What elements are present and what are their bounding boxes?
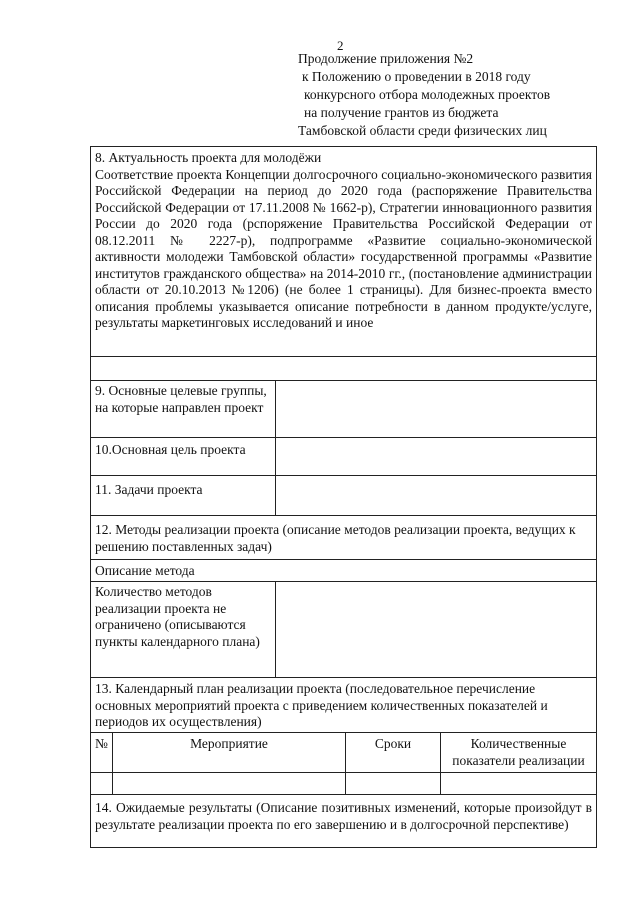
section-8-row [91,147,596,357]
application-form-table [90,146,597,848]
header-line: Продолжение приложения №2 [298,51,474,66]
section-12-title: 12. Методы реализации проекта (описание методов реализации проекта, ведущих к решению поставленных задач) [91,516,596,560]
plan-table-header [91,733,596,773]
header-line: к Положению о проведении в 2018 году [302,69,531,84]
section-12-count-label: Количество методов реализации проекта не ограничено (описываются пункты календарного плана) [91,582,276,677]
section-12-methods-row [91,582,596,678]
plan-column-dates: Сроки [346,733,441,772]
plan-cell-dates[interactable] [346,773,441,794]
section-10-row [91,438,596,476]
header-line: на получение грантов из бюджета [304,105,499,120]
plan-cell-indicators[interactable] [441,773,596,794]
section-8-body: Соответствие проекта Концепции долгосрочного социально-экономического развития Российской Федерации на период до 2020 года (распоряжение Правительства Российской Федерации от 17.11.2008 № 1662-р), Стратегии инновационного развития России до 2020 года (рспоряжение Правительства Российской Федерации от 08.12.2011 № 2227-р), подпрограмме «Развитие социально-экономической активности молодежи Тамбовской области» государственной программы «Развитие институтов гражданского общества» на 2014-2010 гг., (постановление администрации области от 20.10.2013 №1206) (не более 1 страницы). Для бизнес-проекта вместо описания проблемы указывается описание потребности в данном продукте/услуге, результаты маркетинговых исследований и иное [95,166,592,330]
section-14-title: 14. Ожидаемые результаты (Описание позитивных изменений, которые произойдут в результате реализации проекта по его завершению и в долгосрочной перспективе) [95,800,592,832]
header-line: конкурсного отбора молодежных проектов [304,87,551,102]
plan-column-number: № [91,733,113,772]
section-9-row [91,381,596,438]
section-10-label: 10.Основная цель проекта [91,438,276,475]
page-number: 2 [337,38,344,53]
plan-column-indicators: Количественные показатели реализации [452,736,585,768]
section-11-answer-field[interactable] [276,476,596,515]
section-11-row [91,476,596,516]
section-8-title: 8. Актуальность проекта для молодёжи [95,150,322,165]
plan-table-row [91,773,596,795]
plan-cell-event[interactable] [113,773,346,794]
section-12-answer-field[interactable] [276,582,596,677]
section-9-label: 9. Основные целевые группы, на которые направлен проект [91,381,276,437]
header-line: Тамбовской области среди физических лиц [298,123,547,138]
plan-cell-number[interactable] [91,773,113,794]
plan-column-event: Мероприятие [113,733,346,772]
section-8-answer-field[interactable] [91,357,596,381]
section-10-answer-field[interactable] [276,438,596,475]
section-9-answer-field[interactable] [276,381,596,437]
document-header [298,50,618,140]
section-13-title: 13. Календарный план реализации проекта (последовательное перечисление основных мероприятий проекта с приведением количественных показателей и периодов их осуществления) [91,678,596,733]
section-12-method-label: Описание метода [91,560,596,582]
section-11-label: 11. Задачи проекта [91,476,276,515]
